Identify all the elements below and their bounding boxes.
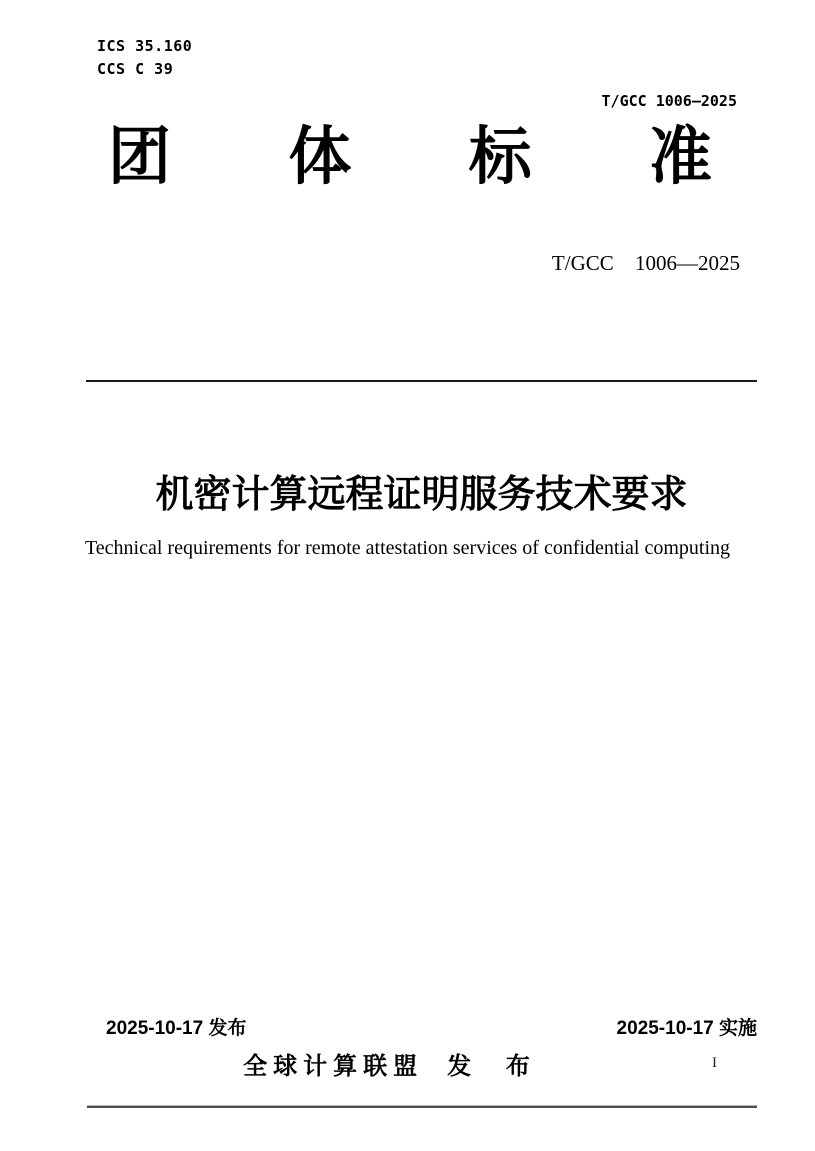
ccs-code: CCS C 39 [97,60,174,78]
standard-type-masthead [108,124,712,190]
date-row [106,1013,757,1040]
masthead-char-4: 准 [648,122,712,192]
issue-date: 2025-10-17 发布 [106,1018,247,1039]
publisher-name: 全球计算联盟 [243,1053,424,1080]
masthead-char-1: 团 [108,122,171,192]
header-doc-number: T/GCC 1006—2025 [601,92,737,110]
standard-title-zh: 机密计算远程证明服务技术要求 [155,474,688,516]
masthead-char-3: 标 [468,122,532,192]
publisher-row [0,1046,815,1081]
masthead-char-2: 体 [288,122,352,192]
page-number: I [712,1055,717,1071]
standard-title-en: Technical requirements for remote attestation services of confidential computing [84,537,731,559]
doc-number: T/GCC 1006—2025 [551,251,740,275]
bottom-divider-rule [87,1106,757,1108]
publish-action-label: 发 布 [447,1053,544,1080]
publisher-line [243,1046,544,1081]
top-divider-rule [86,380,757,382]
implementation-date: 2025-10-17 实施 [616,1018,757,1039]
ics-code: ICS 35.160 [97,37,193,55]
